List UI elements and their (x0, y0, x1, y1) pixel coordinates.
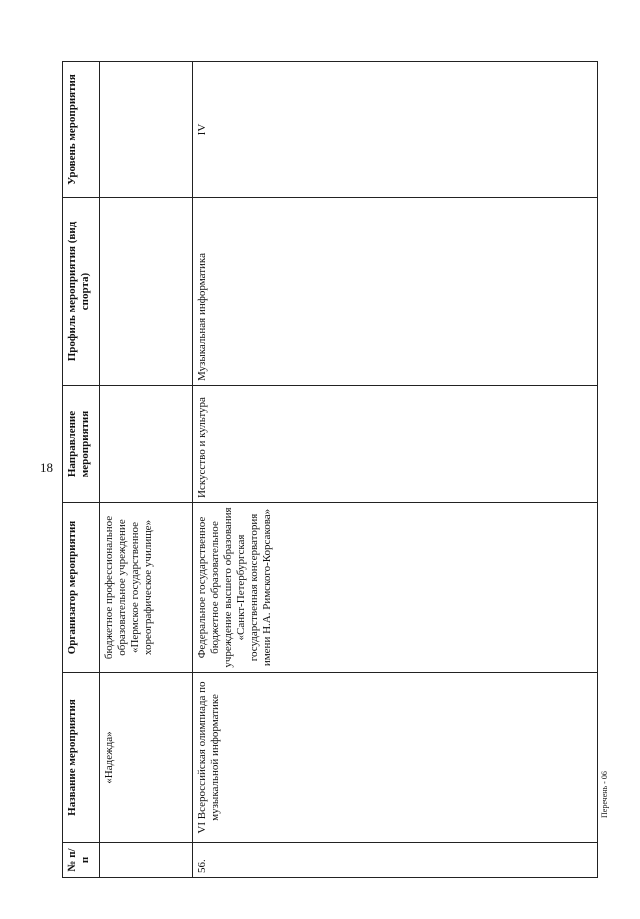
footer-code: Перечень - 06 (600, 771, 609, 818)
header-organizer: Организатор мероприятия (63, 503, 100, 673)
cell-level (100, 62, 193, 198)
cell-level: IV (193, 62, 598, 198)
table-header-row (63, 62, 100, 878)
cell-profile: Музыкальная информатика (193, 198, 598, 386)
cell-organizer: Федеральное государственное бюджетное образовательное учреждение высшего образования «Санкт-Петербургская государственная консерватория имени Н.А. Римского-Корсакова» (193, 503, 598, 673)
table-row (193, 62, 598, 878)
cell-organizer: бюджетное профессиональное образовательное учреждение «Пермское государственное хореографическое училище» (100, 503, 193, 673)
header-num: № п/п (63, 843, 100, 878)
header-profile: Профиль мероприятия (вид спорта) (63, 198, 100, 386)
header-level: Уровень мероприятия (63, 62, 100, 198)
cell-name: VI Всероссийская олимпиада по музыкальной информатике (193, 673, 598, 843)
cell-name: «Надежда» (100, 673, 193, 843)
cell-num (100, 843, 193, 878)
header-direction: Направление мероприятия (63, 386, 100, 503)
table-row (100, 62, 193, 878)
events-table-wrapper (62, 62, 598, 878)
header-name: Название мероприятия (63, 673, 100, 843)
cell-profile (100, 198, 193, 386)
cell-direction (100, 386, 193, 503)
cell-direction: Искусство и культура (193, 386, 598, 503)
events-table (62, 61, 598, 878)
cell-num: 56. (193, 843, 598, 878)
page-number: 18 (40, 460, 53, 475)
